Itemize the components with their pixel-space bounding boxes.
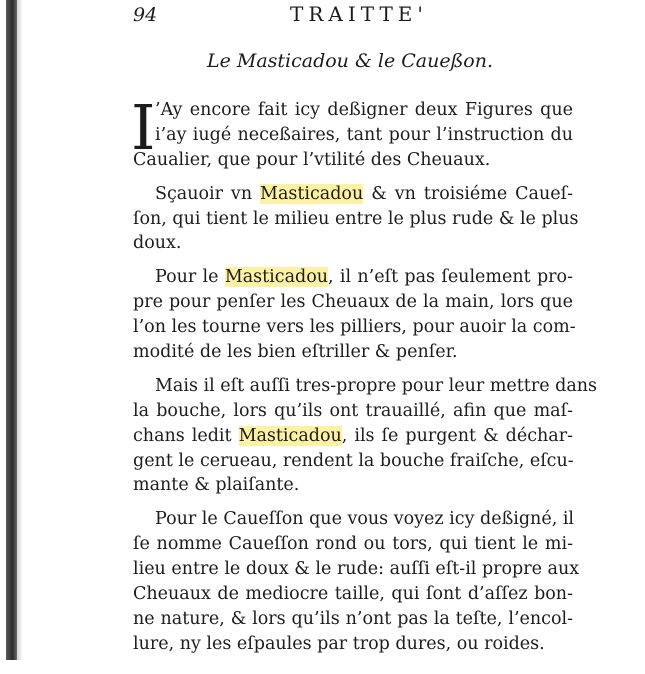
gutter-shadow (17, 0, 23, 660)
text-line (133, 182, 573, 207)
text-run: ’Ay encore fait icy deßigner deux Figures que (155, 100, 573, 120)
text-line (133, 449, 573, 474)
text-run: la bouche, lors qu’ils ont trauaillé, afin que maſ- (133, 400, 573, 421)
text-line (133, 340, 573, 365)
text-line (133, 507, 573, 532)
text-run: Cheuaux de mediocre taille, qui ſont d’aſſez bon- (133, 584, 573, 605)
book-binding-edge (6, 0, 17, 660)
running-head: TRAITTE' (290, 2, 428, 26)
text-line (133, 231, 573, 256)
text-run: ne nature, & lors qu’ils n’ont pas la teſte, l’encol- (133, 608, 573, 629)
text-line (133, 98, 573, 123)
highlighted-term: Masticadou (224, 267, 329, 288)
text-run: l’on les tourne vers les pilliers, pour auoir la com- (133, 317, 576, 338)
text-line (133, 123, 573, 148)
paragraph-gap (133, 365, 573, 374)
text-run: ſon, qui tient le milieu entre le plus rude & le plus (133, 208, 579, 229)
drop-cap: I (131, 91, 156, 164)
text-run: pre pour penſer les Cheuaux de la main, lors que (133, 292, 573, 313)
text-line (133, 315, 576, 340)
text-run: ſe nomme Caueſſon rond ou tors, qui tient le mi- (133, 534, 573, 555)
text-run: Mais il eſt auſſi tres-propre pour leur mettre dans (155, 375, 598, 396)
text-line (133, 532, 573, 557)
text-run: modité de les bien eſtriller & penſer. (133, 342, 458, 363)
text-line (133, 582, 573, 607)
paragraph-gap (133, 256, 573, 265)
text-line (133, 424, 573, 449)
text-run: , il n’eſt pas ſeulement pro- (328, 267, 573, 288)
paragraph-gap (133, 173, 573, 182)
text-run: mante & plaiſante. (133, 475, 300, 496)
body-text (131, 91, 598, 657)
text-line (133, 632, 573, 657)
text-line (133, 265, 573, 290)
text-run: Sçauoir vn (155, 183, 261, 204)
highlighted-term: Masticadou (238, 425, 342, 446)
text-run: lure, ny les eſpaules par trop dures, ou roides. (133, 633, 545, 654)
page-number: 94 (133, 4, 158, 26)
text-line (133, 290, 573, 315)
text-run: doux. (133, 233, 182, 254)
text-run: gent le cerueau, rendent la bouche fraiſche, eſcu- (133, 450, 574, 471)
text-run: Pour le (155, 267, 225, 288)
text-line (133, 557, 580, 582)
section-title: Le Masticadou & le Caueßon. (206, 50, 494, 72)
text-line (133, 399, 573, 424)
text-run: i’ay iugé neceßaires, tant pour l’instruction du (155, 124, 573, 145)
text-run: chans ledit (133, 425, 239, 446)
text-run: , ils ſe purgent & déchar- (341, 425, 573, 446)
text-run: Pour le Caueſſon que vous voyez icy deßigné, il (155, 509, 575, 530)
text-run: & vn troisiéme Caueſ- (363, 183, 573, 204)
paragraph-gap (133, 498, 573, 507)
highlighted-term: Masticadou (260, 183, 364, 204)
text-run: Caualier, que pour l’vtilité des Cheuaux. (133, 149, 491, 170)
text-line (133, 473, 573, 498)
text-line (133, 607, 573, 632)
text-run: lieu entre le doux & le rude: auſſi eſt-il propre aux (133, 559, 580, 580)
text-line (133, 207, 579, 232)
text-line (133, 148, 573, 173)
text-line (133, 374, 598, 399)
